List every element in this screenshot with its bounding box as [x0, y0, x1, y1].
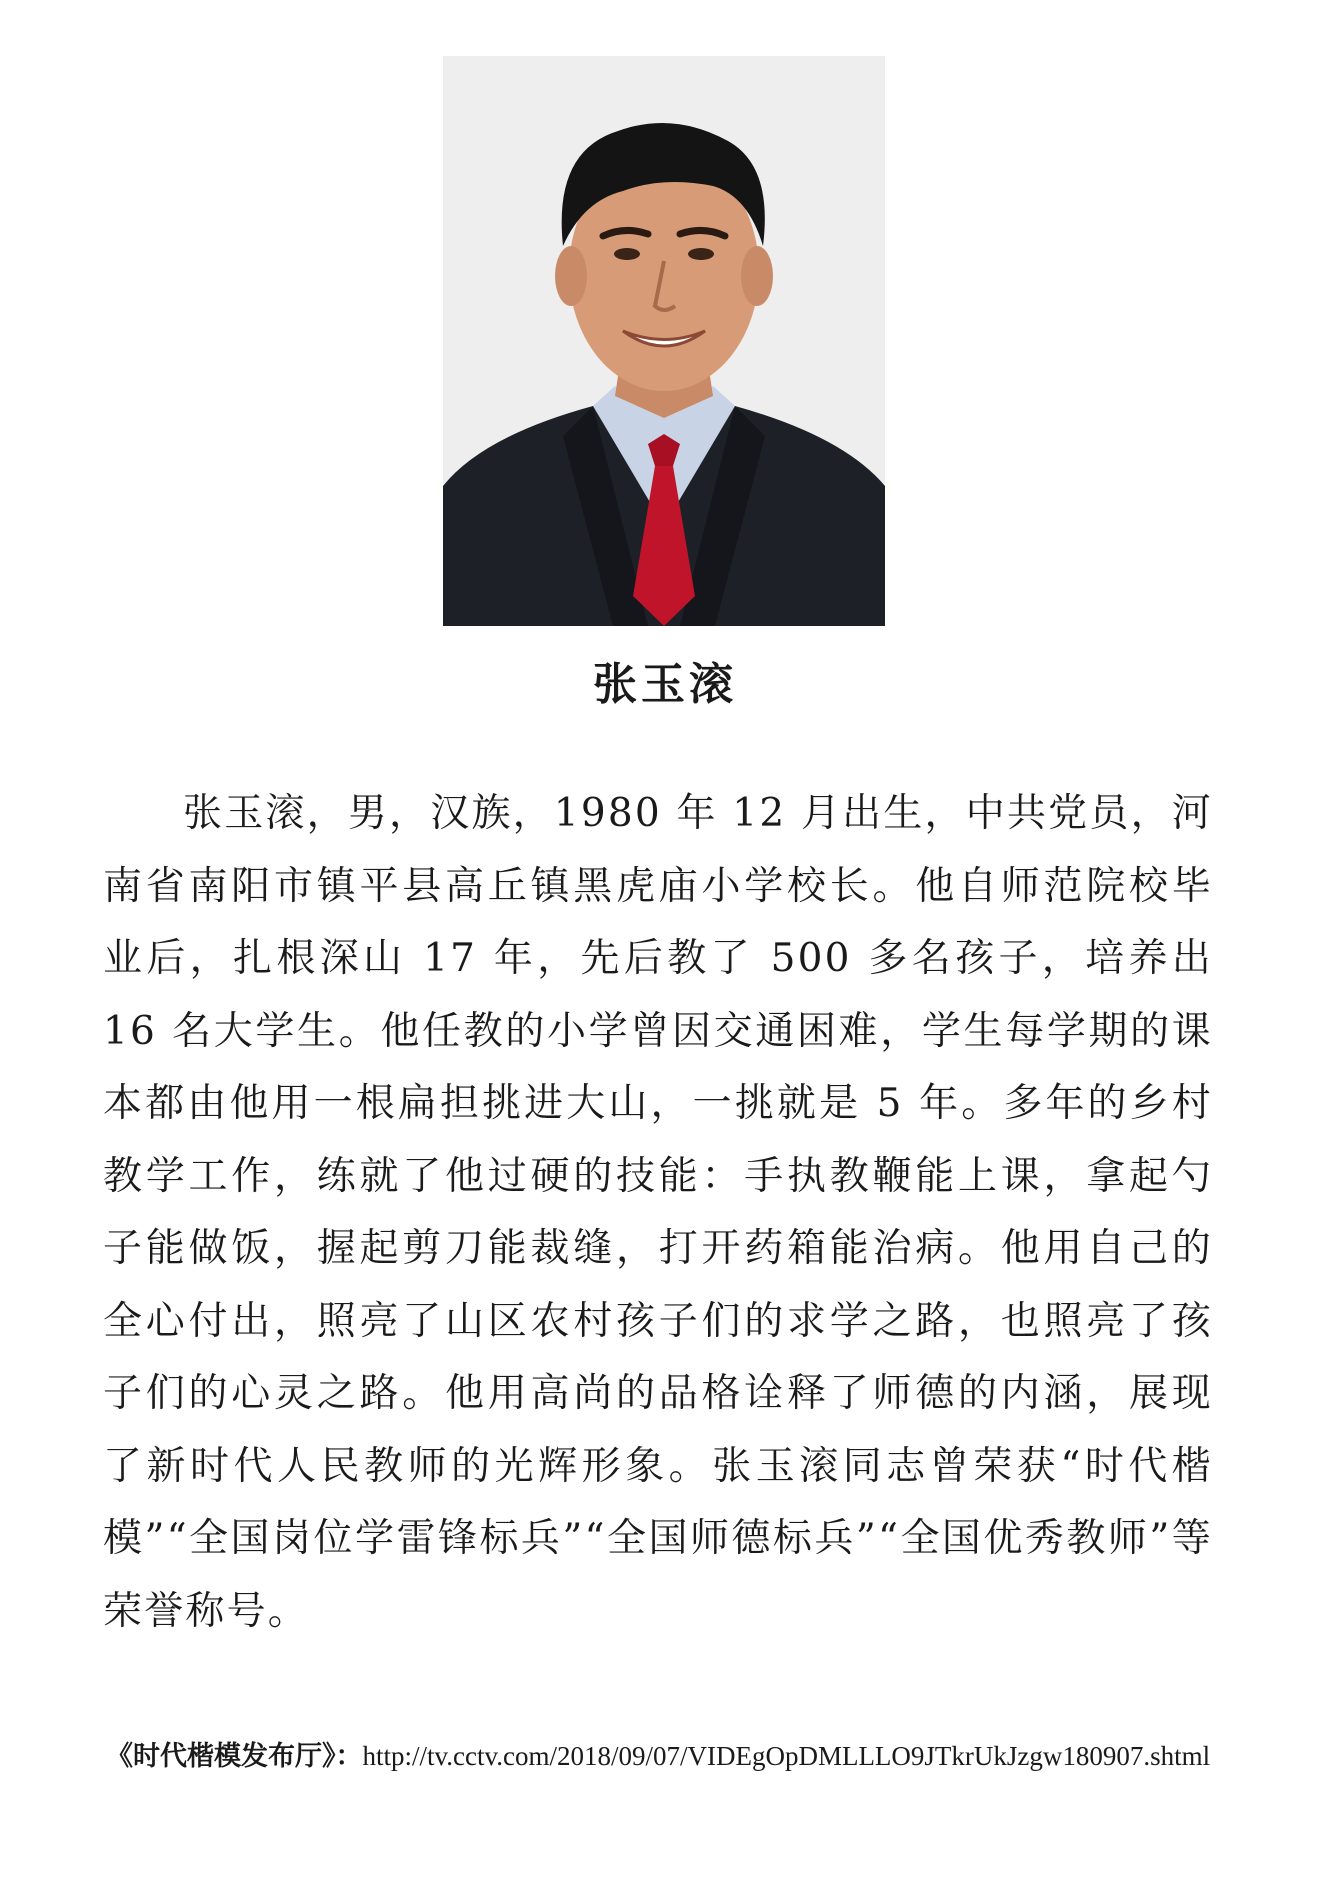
source-label: 《时代楷模发布厅》：	[106, 1741, 363, 1772]
person-name: 张玉滚	[593, 659, 737, 710]
source-footer	[106, 1738, 1256, 1775]
portrait-photo	[443, 56, 885, 626]
source-url[interactable]: http://tv.cctv.com/2018/09/07/VIDEgOpDMLLLO9JTkrUkJzgw180907.shtml	[362, 1741, 1211, 1771]
bio-paragraph: 张玉滚，男，汉族，1980 年 12 月出生，中共党员，河南省南阳市镇平县高丘镇黑虎庙小学校长。他自师范院校毕业后，扎根深山 17 年，先后教了 500 多名孩子，培养出 16 名大学生。他任教的小学曾因交通困难，学生每学期的课本都由他用一根扁担挑进大山，一挑就是 5 年。多年的乡村教学工作，练就了他过硬的技能：手执教鞭能上课，拿起勺子能做饭，握起剪刀能裁缝，打开药箱能治病。他用自己的全心付出，照亮了山区农村孩子们的求学之路，也照亮了孩子们的心灵之路。他用高尚的品格诠释了师德的内涵，展现了新时代人民教师的光辉形象。张玉滚同志曾荣获“时代楷模”“全国岗位学雷锋标兵”“全国师德标兵”“全国优秀教师”等荣誉称号。	[103, 791, 1213, 1634]
